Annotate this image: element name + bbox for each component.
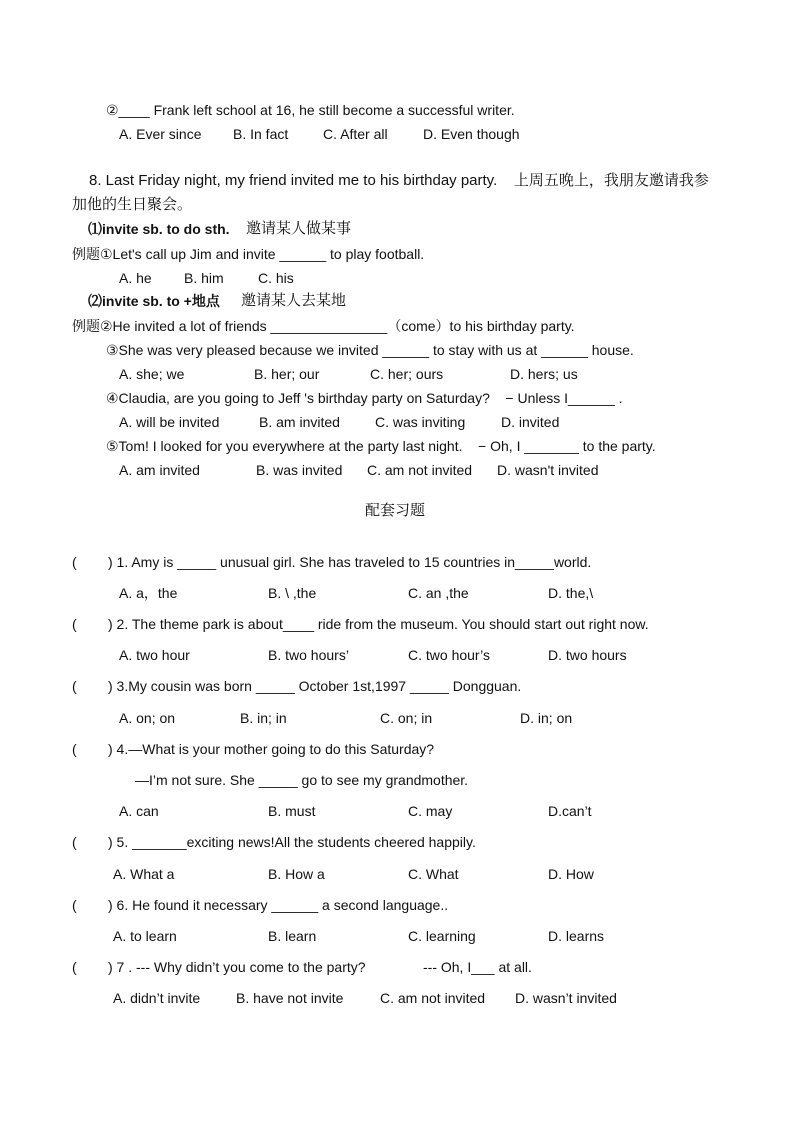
option-a: A. What a bbox=[113, 866, 175, 882]
question-2-stem: ) 2. The theme park is about____ ride from the museum. You should start out right now. bbox=[108, 616, 649, 632]
option-c: C. am not invited bbox=[367, 462, 473, 478]
option-c: C. two hour’s bbox=[408, 647, 490, 663]
question-4-stem: ) 4.—What is your mother going to do this Saturday? bbox=[108, 741, 435, 757]
option-a: A. didn’t invite bbox=[113, 990, 201, 1006]
option-d: D. learns bbox=[548, 928, 605, 944]
rule-1-meaning: 邀请某人做某事 bbox=[246, 220, 352, 237]
answer-paren: ( bbox=[72, 616, 77, 632]
question-3-stem: ) 3.My cousin was born _____ October 1st,1997 _____ Dongguan. bbox=[108, 678, 522, 694]
option-c: C. may bbox=[408, 803, 453, 819]
option-d: D. invited bbox=[501, 414, 560, 430]
option-b: B. two hours’ bbox=[268, 647, 349, 663]
question-7-stem: ) 7 . --- Why didn’t you come to the party? bbox=[108, 959, 366, 975]
option-c: C. on; in bbox=[380, 710, 433, 726]
option-c: C. an ,the bbox=[408, 585, 469, 601]
answer-paren: ( bbox=[72, 834, 77, 850]
option-a: A. she; we bbox=[119, 366, 185, 382]
example-4-stem: ④Claudia, are you going to Jeff 's birthday party on Saturday? − Unless I______ . bbox=[106, 390, 623, 406]
option-c: C. What bbox=[408, 866, 459, 882]
option-d: D. hers; us bbox=[510, 366, 578, 382]
question-1-stem: ) 1. Amy is _____ unusual girl. She has traveled to 15 countries in_____world. bbox=[108, 554, 592, 570]
option-c: C. After all bbox=[323, 126, 388, 142]
option-b: B. him bbox=[184, 270, 224, 286]
option-a: A. am invited bbox=[119, 462, 200, 478]
answer-paren: ( bbox=[72, 678, 77, 694]
item-8-sentence: 8. Last Friday night, my friend invited me to his birthday party. 上周五晚上，我朋友邀请我参 bbox=[89, 172, 709, 189]
option-a: A. can bbox=[119, 803, 159, 819]
option-b: B. was invited bbox=[256, 462, 343, 478]
rule-2-term: ⑵invite sb. to +地点 bbox=[88, 293, 220, 309]
option-d: D. in; on bbox=[520, 710, 573, 726]
option-b: B. How a bbox=[268, 866, 325, 882]
rule-1-term: ⑴invite sb. to do sth. bbox=[88, 221, 230, 237]
answer-paren: ( bbox=[72, 959, 77, 975]
option-c: C. her; ours bbox=[370, 366, 444, 382]
answer-paren: ( bbox=[72, 897, 77, 913]
question-2-stem: ②____ Frank left school at 16, he still become a successful writer. bbox=[106, 102, 515, 118]
option-c: C. was inviting bbox=[375, 414, 466, 430]
option-b: B. learn bbox=[268, 928, 317, 944]
example-3-stem: ③She was very pleased because we invited ______ to stay with us at ______ house. bbox=[106, 342, 634, 358]
option-a: A. he bbox=[119, 270, 152, 286]
question-4-reply: —I’m not sure. She _____ go to see my grandmother. bbox=[135, 772, 469, 788]
example-2-stem: 例题②He invited a lot of friends _______________（come）to his birthday party. bbox=[72, 318, 575, 334]
option-d: D. How bbox=[548, 866, 594, 882]
option-a: A. will be invited bbox=[119, 414, 220, 430]
option-a: A. two hour bbox=[119, 647, 190, 663]
question-5-stem: ) 5. _______exciting news!All the students cheered happily. bbox=[108, 834, 476, 850]
option-c: C. his bbox=[258, 270, 294, 286]
option-a: A. Ever since bbox=[119, 126, 202, 142]
option-d: D.can’t bbox=[548, 803, 592, 819]
question-7-reply: --- Oh, I___ at all. bbox=[423, 959, 532, 975]
answer-paren: ( bbox=[72, 554, 77, 570]
option-d: D. wasn't invited bbox=[497, 462, 599, 478]
option-d: D. the,\ bbox=[548, 585, 594, 601]
option-c: C. am not invited bbox=[380, 990, 486, 1006]
option-c: C. learning bbox=[408, 928, 476, 944]
rule-2-meaning: 邀请某人去某地 bbox=[241, 292, 347, 309]
option-d: D. Even though bbox=[423, 126, 520, 142]
option-a: A. to learn bbox=[113, 928, 177, 944]
option-b: B. her; our bbox=[254, 366, 320, 382]
answer-paren: ( bbox=[72, 741, 77, 757]
example-1-stem: 例题①Let's call up Jim and invite ______ to play football. bbox=[72, 246, 425, 262]
option-b: B. In fact bbox=[233, 126, 289, 142]
option-b: B. am invited bbox=[259, 414, 340, 430]
option-b: B. \ ,the bbox=[268, 585, 317, 601]
option-b: B. must bbox=[268, 803, 316, 819]
option-b: B. have not invite bbox=[236, 990, 344, 1006]
option-a: A. on; on bbox=[119, 710, 176, 726]
option-b: B. in; in bbox=[240, 710, 287, 726]
question-6-stem: ) 6. He found it necessary ______ a second language.. bbox=[108, 897, 449, 913]
exercises-title: 配套习题 bbox=[365, 502, 426, 519]
option-d: D. two hours bbox=[548, 647, 627, 663]
item-8-translation: 加他的生日聚会。 bbox=[72, 196, 193, 213]
example-5-stem: ⑤Tom! I looked for you everywhere at the party last night. − Oh, I _______ to the party. bbox=[106, 438, 656, 454]
option-d: D. wasn’t invited bbox=[515, 990, 617, 1006]
option-a: A. a，the bbox=[119, 585, 178, 601]
